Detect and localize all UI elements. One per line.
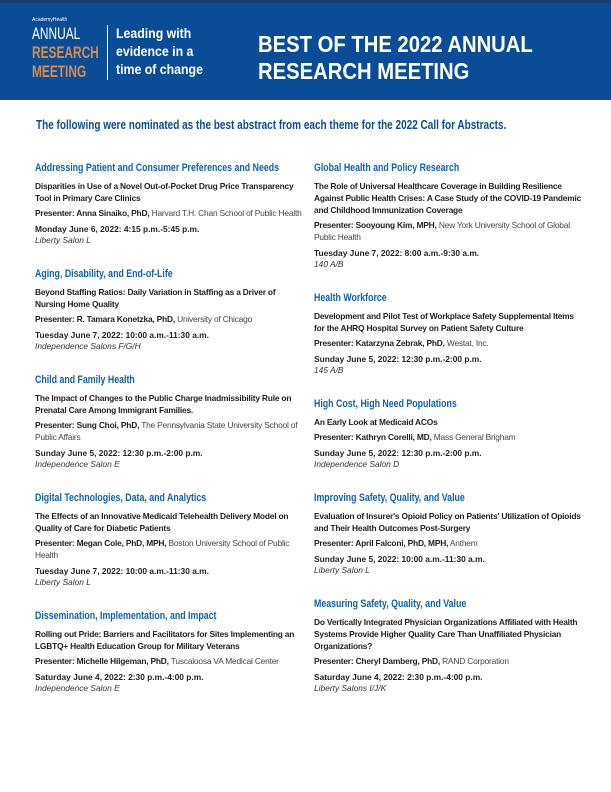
session-time: Monday June 6, 2022: 4:15 p.m.-5:45 p.m. <box>35 224 200 234</box>
session-time: Tuesday June 7, 2022: 10:00 a.m.-11:30 a.m. <box>35 330 209 340</box>
presenter-affiliation: Harvard T.H. Chan School of Public Health <box>151 208 302 218</box>
session-time: Tuesday June 7, 2022: 10:00 a.m.-11:30 a.m. <box>35 566 209 576</box>
theme-heading: Aging, Disability, and End-of-Life <box>35 268 173 280</box>
presenter-label: Presenter: <box>314 432 354 442</box>
session-room: Liberty Salon L <box>35 235 91 245</box>
presenter-name-group: Presenter: April Falconi, PhD, MPH, <box>314 538 449 548</box>
abstract-title: Evaluation of Insurer's Opioid Policy on Patients' Utilization of Opioids and Their Health Outcomes Post-Surgery <box>314 511 581 533</box>
header-banner <box>0 3 611 100</box>
academyhealth-logo: AcademyHealth <box>32 17 68 23</box>
presenter-line <box>314 337 584 349</box>
left-column <box>35 162 305 716</box>
page-title: BEST OF THE 2022 ANNUAL RESEARCH MEETING <box>258 31 533 84</box>
presenter-name-group: Presenter: Anna Sinaiko, PhD, <box>35 208 150 218</box>
theme-heading: Dissemination, Implementation, and Impact <box>35 610 217 622</box>
presenter-line <box>314 655 584 667</box>
abstract-section <box>35 162 305 246</box>
presenter-name-group: Presenter: Cheryl Damberg, PhD, <box>314 656 441 666</box>
abstract-title: Beyond Staffing Ratios: Daily Variation in Staffing as a Driver of Nursing Home Quality <box>35 287 276 309</box>
abstract-section <box>35 492 305 588</box>
arm-logo <box>32 17 104 81</box>
session-room: Independence Salon E <box>35 683 120 693</box>
presenter-name-group: Presenter: Katarzyna Zebrak, PhD, <box>314 338 445 348</box>
presenter-name-group: Presenter: Kathryn Corelli, MD, <box>314 432 432 442</box>
presenter-line <box>314 431 584 443</box>
theme-heading: Digital Technologies, Data, and Analytics <box>35 492 207 504</box>
presenter-name: R. Tamara Konetzka, PhD <box>76 314 173 324</box>
session-time: Tuesday June 7, 2022: 8:00 a.m.-9:30 a.m. <box>314 248 480 258</box>
presenter-name-group: Presenter: Megan Cole, PhD, MPH, <box>35 538 167 548</box>
presenter-label: Presenter: <box>314 538 354 548</box>
session-room: Independence Salon D <box>314 459 400 469</box>
abstract-title: An Early Look at Medicaid ACOs <box>314 417 438 427</box>
presenter-affiliation: Boston University School of Public Health <box>35 538 290 560</box>
abstract-section <box>35 268 305 352</box>
presenter-line <box>35 537 305 561</box>
theme-heading: Measuring Safety, Quality, and Value <box>314 598 467 610</box>
theme-heading: Health Workforce <box>314 292 387 304</box>
presenter-affiliation: The Pennsylvania State University School of Public Affairs <box>35 420 298 442</box>
presenter-label: Presenter: <box>35 208 75 218</box>
presenter-affiliation: New York University School of Global Public Health <box>314 220 570 242</box>
abstract-title: Disparities in Use of a Novel Out-of-Pocket Drug Price Transparency Tool in Primary Care Clinics <box>35 181 294 203</box>
abstract-section <box>314 162 584 270</box>
abstract-section <box>314 492 584 576</box>
session-room: Independence Salon E <box>35 459 120 469</box>
abstract-title: Rolling out Pride: Barriers and Facilitators for Sites Implementing an LGBTQ+ Health Education Group for Military Veterans <box>35 629 295 651</box>
logo-divider <box>107 25 108 80</box>
theme-heading: Global Health and Policy Research <box>314 162 460 174</box>
abstract-section <box>35 374 305 470</box>
presenter-name: Megan Cole, PhD, MPH <box>76 538 165 548</box>
tagline: Leading with evidence in a time of change <box>116 25 203 77</box>
logo-research: RESEARCH <box>32 43 99 62</box>
theme-heading: Child and Family Health <box>35 374 135 386</box>
abstract-title: The Impact of Changes to the Public Charge Inadmissibility Rule on Prenatal Care Among Immigrant Families. <box>35 393 292 415</box>
presenter-name: Anna Sinaiko, PhD <box>76 208 148 218</box>
intro-text: The following were nominated as the best abstract from each theme for the 2022 Call for Abstracts. <box>36 118 507 132</box>
abstract-section <box>314 398 584 470</box>
presenter-affiliation: Tuscaloosa VA Medical Center <box>170 656 279 666</box>
presenter-affiliation: University of Chicago <box>177 314 253 324</box>
abstract-title: The Role of Universal Healthcare Coverage in Building Resilience Against Public Health Crises: A Case Study of the COVID-19 Pandemic and Childhood Immunization Coverage <box>314 181 582 215</box>
presenter-name: April Falconi, PhD, MPH <box>355 538 447 548</box>
presenter-line <box>314 537 584 549</box>
right-column <box>314 162 584 716</box>
session-time: Sunday June 5, 2022: 12:30 p.m.-2:00 p.m. <box>314 354 482 364</box>
theme-heading: High Cost, High Need Populations <box>314 398 457 410</box>
abstract-title: The Effects of an Innovative Medicaid Telehealth Delivery Model on Quality of Care for Diabetic Patients <box>35 511 289 533</box>
presenter-label: Presenter: <box>314 220 354 230</box>
logo-meeting: MEETING <box>32 62 87 81</box>
session-room: 145 A/B <box>314 365 344 375</box>
session-time: Saturday June 4, 2022: 2:30 p.m.-4:00 p.m. <box>35 672 204 682</box>
presenter-name-group: Presenter: R. Tamara Konetzka, PhD, <box>35 314 175 324</box>
session-room: Liberty Salons I/J/K <box>314 683 387 693</box>
presenter-line <box>314 219 584 243</box>
presenter-line <box>35 419 305 443</box>
presenter-name-group: Presenter: Michelle Hilgeman, PhD, <box>35 656 169 666</box>
session-room: Liberty Salon L <box>35 577 91 587</box>
session-time: Sunday June 5, 2022: 10:00 a.m.-11:30 a.m. <box>314 554 485 564</box>
session-time: Sunday June 5, 2022: 12:30 p.m.-2:00 p.m. <box>35 448 203 458</box>
presenter-name: Sung Choi, PhD <box>76 420 138 430</box>
presenter-name: Michelle Hilgeman, PhD <box>76 656 167 666</box>
abstract-title: Do Vertically Integrated Physician Organizations Affiliated with Health Systems Provide Higher Quality Care Than Unaffiliated Physician Organizations? <box>314 617 578 651</box>
presenter-affiliation: Mass General Brigham <box>433 432 516 442</box>
presenter-name-group: Presenter: Sooyoung Kim, MPH, <box>314 220 437 230</box>
logo-annual: ANNUAL <box>32 24 81 43</box>
session-time: Sunday June 5, 2022: 12:30 p.m.-2:00 p.m. <box>314 448 482 458</box>
presenter-line <box>35 207 305 219</box>
session-time: Saturday June 4, 2022: 2:30 p.m.-4:00 p.m. <box>314 672 483 682</box>
theme-heading: Improving Safety, Quality, and Value <box>314 492 465 504</box>
abstract-section <box>314 292 584 376</box>
abstract-section <box>35 610 305 694</box>
presenter-label: Presenter: <box>314 656 354 666</box>
session-room: Liberty Salon L <box>314 565 370 575</box>
abstract-section <box>314 598 584 694</box>
session-room: Independence Salons F/G/H <box>35 341 141 351</box>
presenter-label: Presenter: <box>35 656 75 666</box>
presenter-line <box>35 655 305 667</box>
presenter-label: Presenter: <box>35 314 75 324</box>
presenter-affiliation: Anthem <box>449 538 478 548</box>
presenter-name-group: Presenter: Sung Choi, PhD, <box>35 420 140 430</box>
presenter-line <box>35 313 305 325</box>
session-room: 140 A/B <box>314 259 344 269</box>
presenter-affiliation: Westat, Inc. <box>446 338 489 348</box>
abstract-title: Development and Pilot Test of Workplace Safety Supplemental Items for the AHRQ Hospital Survey on Patient Safety Culture <box>314 311 574 333</box>
presenter-label: Presenter: <box>314 338 354 348</box>
presenter-name: Kathryn Corelli, MD <box>355 432 430 442</box>
presenter-name: Cheryl Damberg, PhD <box>355 656 438 666</box>
presenter-name: Sooyoung Kim, MPH <box>355 220 435 230</box>
presenter-label: Presenter: <box>35 420 75 430</box>
presenter-label: Presenter: <box>35 538 75 548</box>
theme-heading: Addressing Patient and Consumer Preferences and Needs <box>35 162 280 174</box>
presenter-affiliation: RAND Corporation <box>442 656 509 666</box>
presenter-name: Katarzyna Zebrak, PhD <box>355 338 443 348</box>
